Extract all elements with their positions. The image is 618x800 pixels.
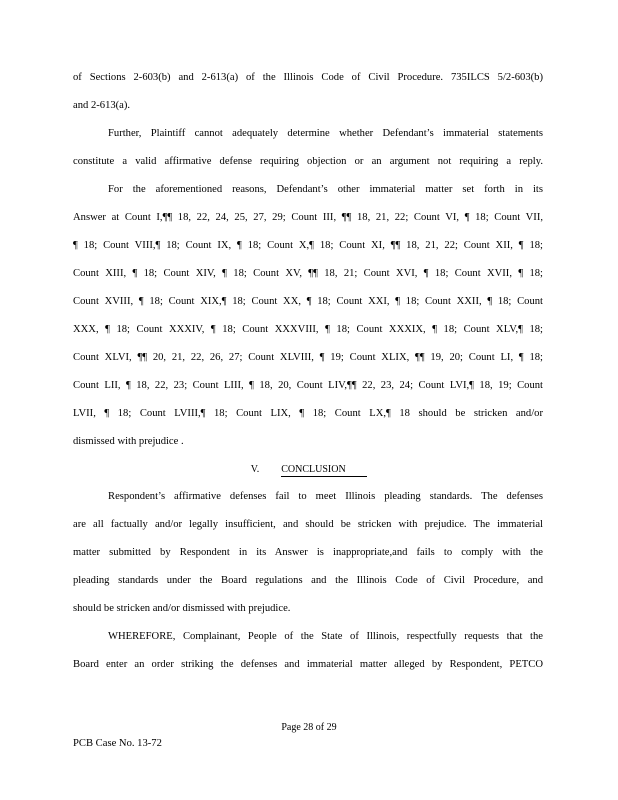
section-heading — [0, 463, 618, 477]
body-line: XXX, ¶ 18; Count XXXIV, ¶ 18; Count XXXVIII, ¶ 18; Count XXXIX, ¶ 18; Count XLV,¶ 18; — [73, 324, 543, 335]
body-line: pleading standards under the Board regulations and the Illinois Code of Civil Procedure, and — [73, 575, 543, 586]
body-line: ¶ 18; Count VIII,¶ 18; Count IX, ¶ 18; Count X,¶ 18; Count XI, ¶¶ 18, 21, 22; Count XII, ¶ 18; — [73, 240, 543, 251]
case-number: PCB Case No. 13-72 — [73, 738, 162, 749]
body-line: dismissed with prejudice . — [73, 436, 184, 447]
body-line: Answer at Count I,¶¶ 18, 22, 24, 25, 27, 29; Count III, ¶¶ 18, 21, 22; Count VI, ¶ 18; Count VII, — [73, 212, 543, 223]
page-number: Page 28 of 29 — [281, 722, 337, 733]
section-title: CONCLUSION — [281, 464, 367, 477]
body-line: For the aforementioned reasons, Defendant’s other immaterial matter set forth in its — [108, 184, 543, 195]
body-line: Count XIII, ¶ 18; Count XIV, ¶ 18; Count XV, ¶¶ 18, 21; Count XVI, ¶ 18; Count XVII, ¶ 18; — [73, 268, 543, 279]
body-line: Further, Plaintiff cannot adequately determine whether Defendant’s immaterial statements — [108, 128, 543, 139]
body-line: Respondent’s affirmative defenses fail to meet Illinois pleading standards. The defenses — [108, 491, 543, 502]
body-line: Count XVIII, ¶ 18; Count XIX,¶ 18; Count XX, ¶ 18; Count XXI, ¶ 18; Count XXII, ¶ 18; Count — [73, 296, 543, 307]
body-line: LVII, ¶ 18; Count LVIII,¶ 18; Count LIX, ¶ 18; Count LX,¶ 18 should be stricken and/or — [73, 408, 543, 419]
body-line: Board enter an order striking the defenses and immaterial matter alleged by Respondent, PETCO — [73, 659, 543, 670]
body-line: Count XLVI, ¶¶ 20, 21, 22, 26, 27; Count XLVIII, ¶ 19; Count XLIX, ¶¶ 19, 20; Count LI, ¶ 18; — [73, 352, 543, 363]
body-line: constitute a valid affirmative defense requiring objection or an argument not requiring a reply. — [73, 156, 543, 167]
body-line: WHEREFORE, Complainant, People of the State of Illinois, respectfully requests that the — [108, 631, 543, 642]
body-line: of Sections 2-603(b) and 2-613(a) of the Illinois Code of Civil Procedure. 735ILCS 5/2-603(b) — [73, 72, 543, 83]
section-number: V. — [250, 464, 260, 475]
body-line: should be stricken and/or dismissed with prejudice. — [73, 603, 291, 614]
body-line: Count LII, ¶ 18, 22, 23; Count LIII, ¶ 18, 20, Count LIV,¶¶ 22, 23, 24; Count LVI,¶ 18, 19; Count — [73, 380, 543, 391]
body-line: matter submitted by Respondent in its Answer is inappropriate,and fails to comply with the — [73, 547, 543, 558]
body-line: are all factually and/or legally insufficient, and should be stricken with prejudice. The immaterial — [73, 519, 543, 530]
body-line: and 2-613(a). — [73, 100, 131, 111]
